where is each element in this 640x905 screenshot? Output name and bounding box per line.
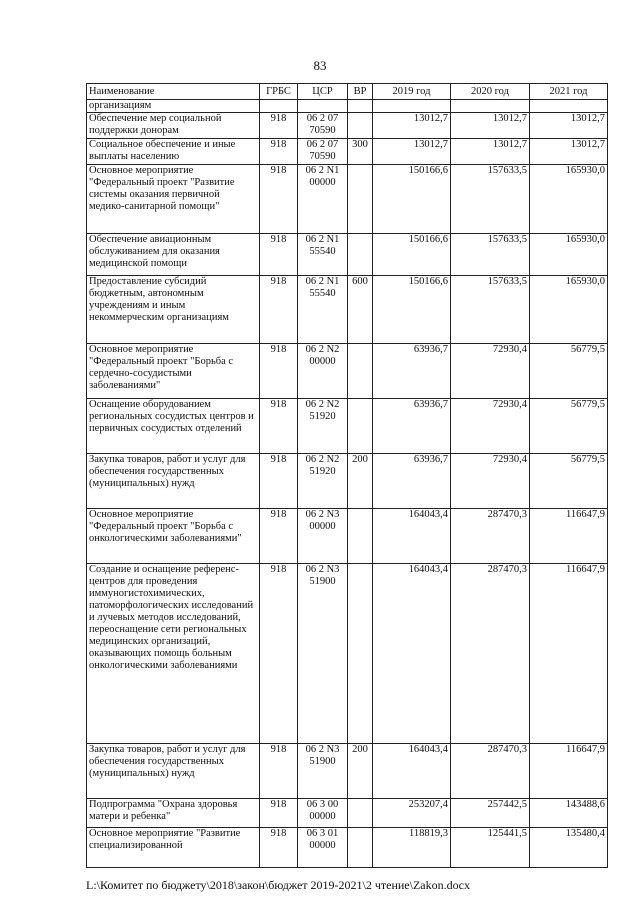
table-row <box>87 234 608 276</box>
cell-2020: 72930,4 <box>451 399 530 454</box>
cell-2020: 157633,5 <box>451 234 530 276</box>
table-row <box>87 399 608 454</box>
cell-csr <box>298 100 348 113</box>
cell-name: Основное мероприятие "Развитие специализированной <box>87 828 260 868</box>
cell-2020: 157633,5 <box>451 276 530 344</box>
cell-csr: 06 2 N2 00000 <box>298 344 348 399</box>
cell-grbs: 918 <box>260 234 298 276</box>
cell-csr: 06 2 07 70590 <box>298 139 348 165</box>
cell-2020: 157633,5 <box>451 165 530 234</box>
cell-name: Обеспечение авиационным обслуживанием для оказания медицинской помощи <box>87 234 260 276</box>
cell-name: Подпрограмма "Охрана здоровья матери и ребенка" <box>87 799 260 828</box>
cell-2021: 143488,6 <box>530 799 608 828</box>
cell-vr <box>348 100 373 113</box>
cell-2020: 125441,5 <box>451 828 530 868</box>
cell-2021: 116647,9 <box>530 509 608 564</box>
cell-2020: 13012,7 <box>451 139 530 165</box>
cell-csr: 06 2 N1 55540 <box>298 234 348 276</box>
cell-2021: 165930,0 <box>530 234 608 276</box>
cell-2020: 287470,3 <box>451 564 530 744</box>
cell-2021: 165930,0 <box>530 165 608 234</box>
cell-2019 <box>373 100 451 113</box>
cell-grbs: 918 <box>260 744 298 799</box>
cell-csr: 06 2 N3 51900 <box>298 744 348 799</box>
table-body <box>87 100 608 868</box>
cell-2019: 63936,7 <box>373 399 451 454</box>
header-2020: 2020 год <box>451 84 530 100</box>
cell-grbs: 918 <box>260 165 298 234</box>
cell-csr: 06 2 N2 51920 <box>298 399 348 454</box>
cell-2019: 150166,6 <box>373 165 451 234</box>
cell-2021: 13012,7 <box>530 113 608 139</box>
header-name: Наименование <box>87 84 260 100</box>
header-vr: ВР <box>348 84 373 100</box>
cell-name: Создание и оснащение референс-центров для проведения иммуногистохимических, патоморфологических исследований и лучевых методов исследований, переоснащение сети региональных медицинских организаций, оказывающих помощь больным онкологическими заболеваниями <box>87 564 260 744</box>
cell-vr: 200 <box>348 454 373 509</box>
cell-2021 <box>530 100 608 113</box>
table-row <box>87 100 608 113</box>
cell-2019: 118819,3 <box>373 828 451 868</box>
table-row <box>87 276 608 344</box>
cell-2020: 13012,7 <box>451 113 530 139</box>
cell-grbs: 918 <box>260 344 298 399</box>
cell-vr <box>348 799 373 828</box>
table-row <box>87 828 608 868</box>
table-row <box>87 799 608 828</box>
cell-csr: 06 2 N1 00000 <box>298 165 348 234</box>
cell-2020 <box>451 100 530 113</box>
header-grbs: ГРБС <box>260 84 298 100</box>
cell-2019: 13012,7 <box>373 139 451 165</box>
table-row <box>87 113 608 139</box>
footer-file-path: L:\Комитет по бюджету\2018\закон\бюджет 2019-2021\2 чтение\Zakon.docx <box>86 878 470 892</box>
cell-csr: 06 2 07 70590 <box>298 113 348 139</box>
cell-csr: 06 2 N1 55540 <box>298 276 348 344</box>
page-number: 83 <box>313 58 327 73</box>
cell-grbs: 918 <box>260 564 298 744</box>
cell-2021: 56779,5 <box>530 344 608 399</box>
cell-2021: 116647,9 <box>530 744 608 799</box>
cell-grbs: 918 <box>260 276 298 344</box>
cell-grbs: 918 <box>260 454 298 509</box>
cell-2020: 287470,3 <box>451 509 530 564</box>
cell-vr: 300 <box>348 139 373 165</box>
cell-name: Предоставление субсидий бюджетным, автономным учреждениям и иным некоммерческим организациям <box>87 276 260 344</box>
cell-grbs: 918 <box>260 509 298 564</box>
cell-2019: 63936,7 <box>373 344 451 399</box>
table-row <box>87 139 608 165</box>
cell-2021: 135480,4 <box>530 828 608 868</box>
table-row <box>87 344 608 399</box>
cell-2019: 253207,4 <box>373 799 451 828</box>
cell-name: Оснащение оборудованием региональных сосудистых центров и первичных сосудистых отделений <box>87 399 260 454</box>
cell-2020: 257442,5 <box>451 799 530 828</box>
cell-name: Социальное обеспечение и иные выплаты населению <box>87 139 260 165</box>
cell-vr <box>348 113 373 139</box>
cell-2020: 287470,3 <box>451 744 530 799</box>
cell-2019: 13012,7 <box>373 113 451 139</box>
cell-2019: 150166,6 <box>373 234 451 276</box>
cell-2020: 72930,4 <box>451 344 530 399</box>
header-2021: 2021 год <box>530 84 608 100</box>
cell-csr: 06 3 00 00000 <box>298 799 348 828</box>
cell-grbs: 918 <box>260 113 298 139</box>
cell-name: Основное мероприятие "Федеральный проект "Развитие системы оказания первичной медико-санитарной помощи" <box>87 165 260 234</box>
cell-grbs: 918 <box>260 399 298 454</box>
header-2019: 2019 год <box>373 84 451 100</box>
cell-name: Основное мероприятие "Федеральный проект "Борьба с сердечно-сосудистыми заболеваниями" <box>87 344 260 399</box>
cell-2019: 164043,4 <box>373 509 451 564</box>
cell-2019: 63936,7 <box>373 454 451 509</box>
cell-name: Обеспечение мер социальной поддержки донорам <box>87 113 260 139</box>
table-row <box>87 509 608 564</box>
cell-grbs: 918 <box>260 139 298 165</box>
table-row <box>87 165 608 234</box>
cell-2021: 56779,5 <box>530 454 608 509</box>
cell-2019: 164043,4 <box>373 744 451 799</box>
cell-vr <box>348 828 373 868</box>
cell-name: Закупка товаров, работ и услуг для обеспечения государственных (муниципальных) нужд <box>87 744 260 799</box>
header-csr: ЦСР <box>298 84 348 100</box>
cell-grbs: 918 <box>260 799 298 828</box>
cell-vr <box>348 564 373 744</box>
cell-2021: 165930,0 <box>530 276 608 344</box>
table-header-row <box>87 84 608 100</box>
cell-2019: 164043,4 <box>373 564 451 744</box>
cell-name: Основное мероприятие "Федеральный проект "Борьба с онкологическими заболеваниями" <box>87 509 260 564</box>
cell-name: организациям <box>87 100 260 113</box>
cell-2020: 72930,4 <box>451 454 530 509</box>
table-row <box>87 564 608 744</box>
cell-vr <box>348 234 373 276</box>
budget-table <box>86 83 608 868</box>
cell-grbs: 918 <box>260 828 298 868</box>
cell-csr: 06 2 N3 00000 <box>298 509 348 564</box>
cell-vr <box>348 509 373 564</box>
cell-csr: 06 3 01 00000 <box>298 828 348 868</box>
cell-2019: 150166,6 <box>373 276 451 344</box>
cell-csr: 06 2 N2 51920 <box>298 454 348 509</box>
cell-csr: 06 2 N3 51900 <box>298 564 348 744</box>
cell-vr <box>348 344 373 399</box>
cell-2021: 13012,7 <box>530 139 608 165</box>
cell-vr <box>348 399 373 454</box>
cell-vr: 600 <box>348 276 373 344</box>
cell-grbs <box>260 100 298 113</box>
table-row <box>87 454 608 509</box>
cell-name: Закупка товаров, работ и услуг для обеспечения государственных (муниципальных) нужд <box>87 454 260 509</box>
cell-vr <box>348 165 373 234</box>
cell-vr: 200 <box>348 744 373 799</box>
cell-2021: 56779,5 <box>530 399 608 454</box>
cell-2021: 116647,9 <box>530 564 608 744</box>
table-row <box>87 744 608 799</box>
